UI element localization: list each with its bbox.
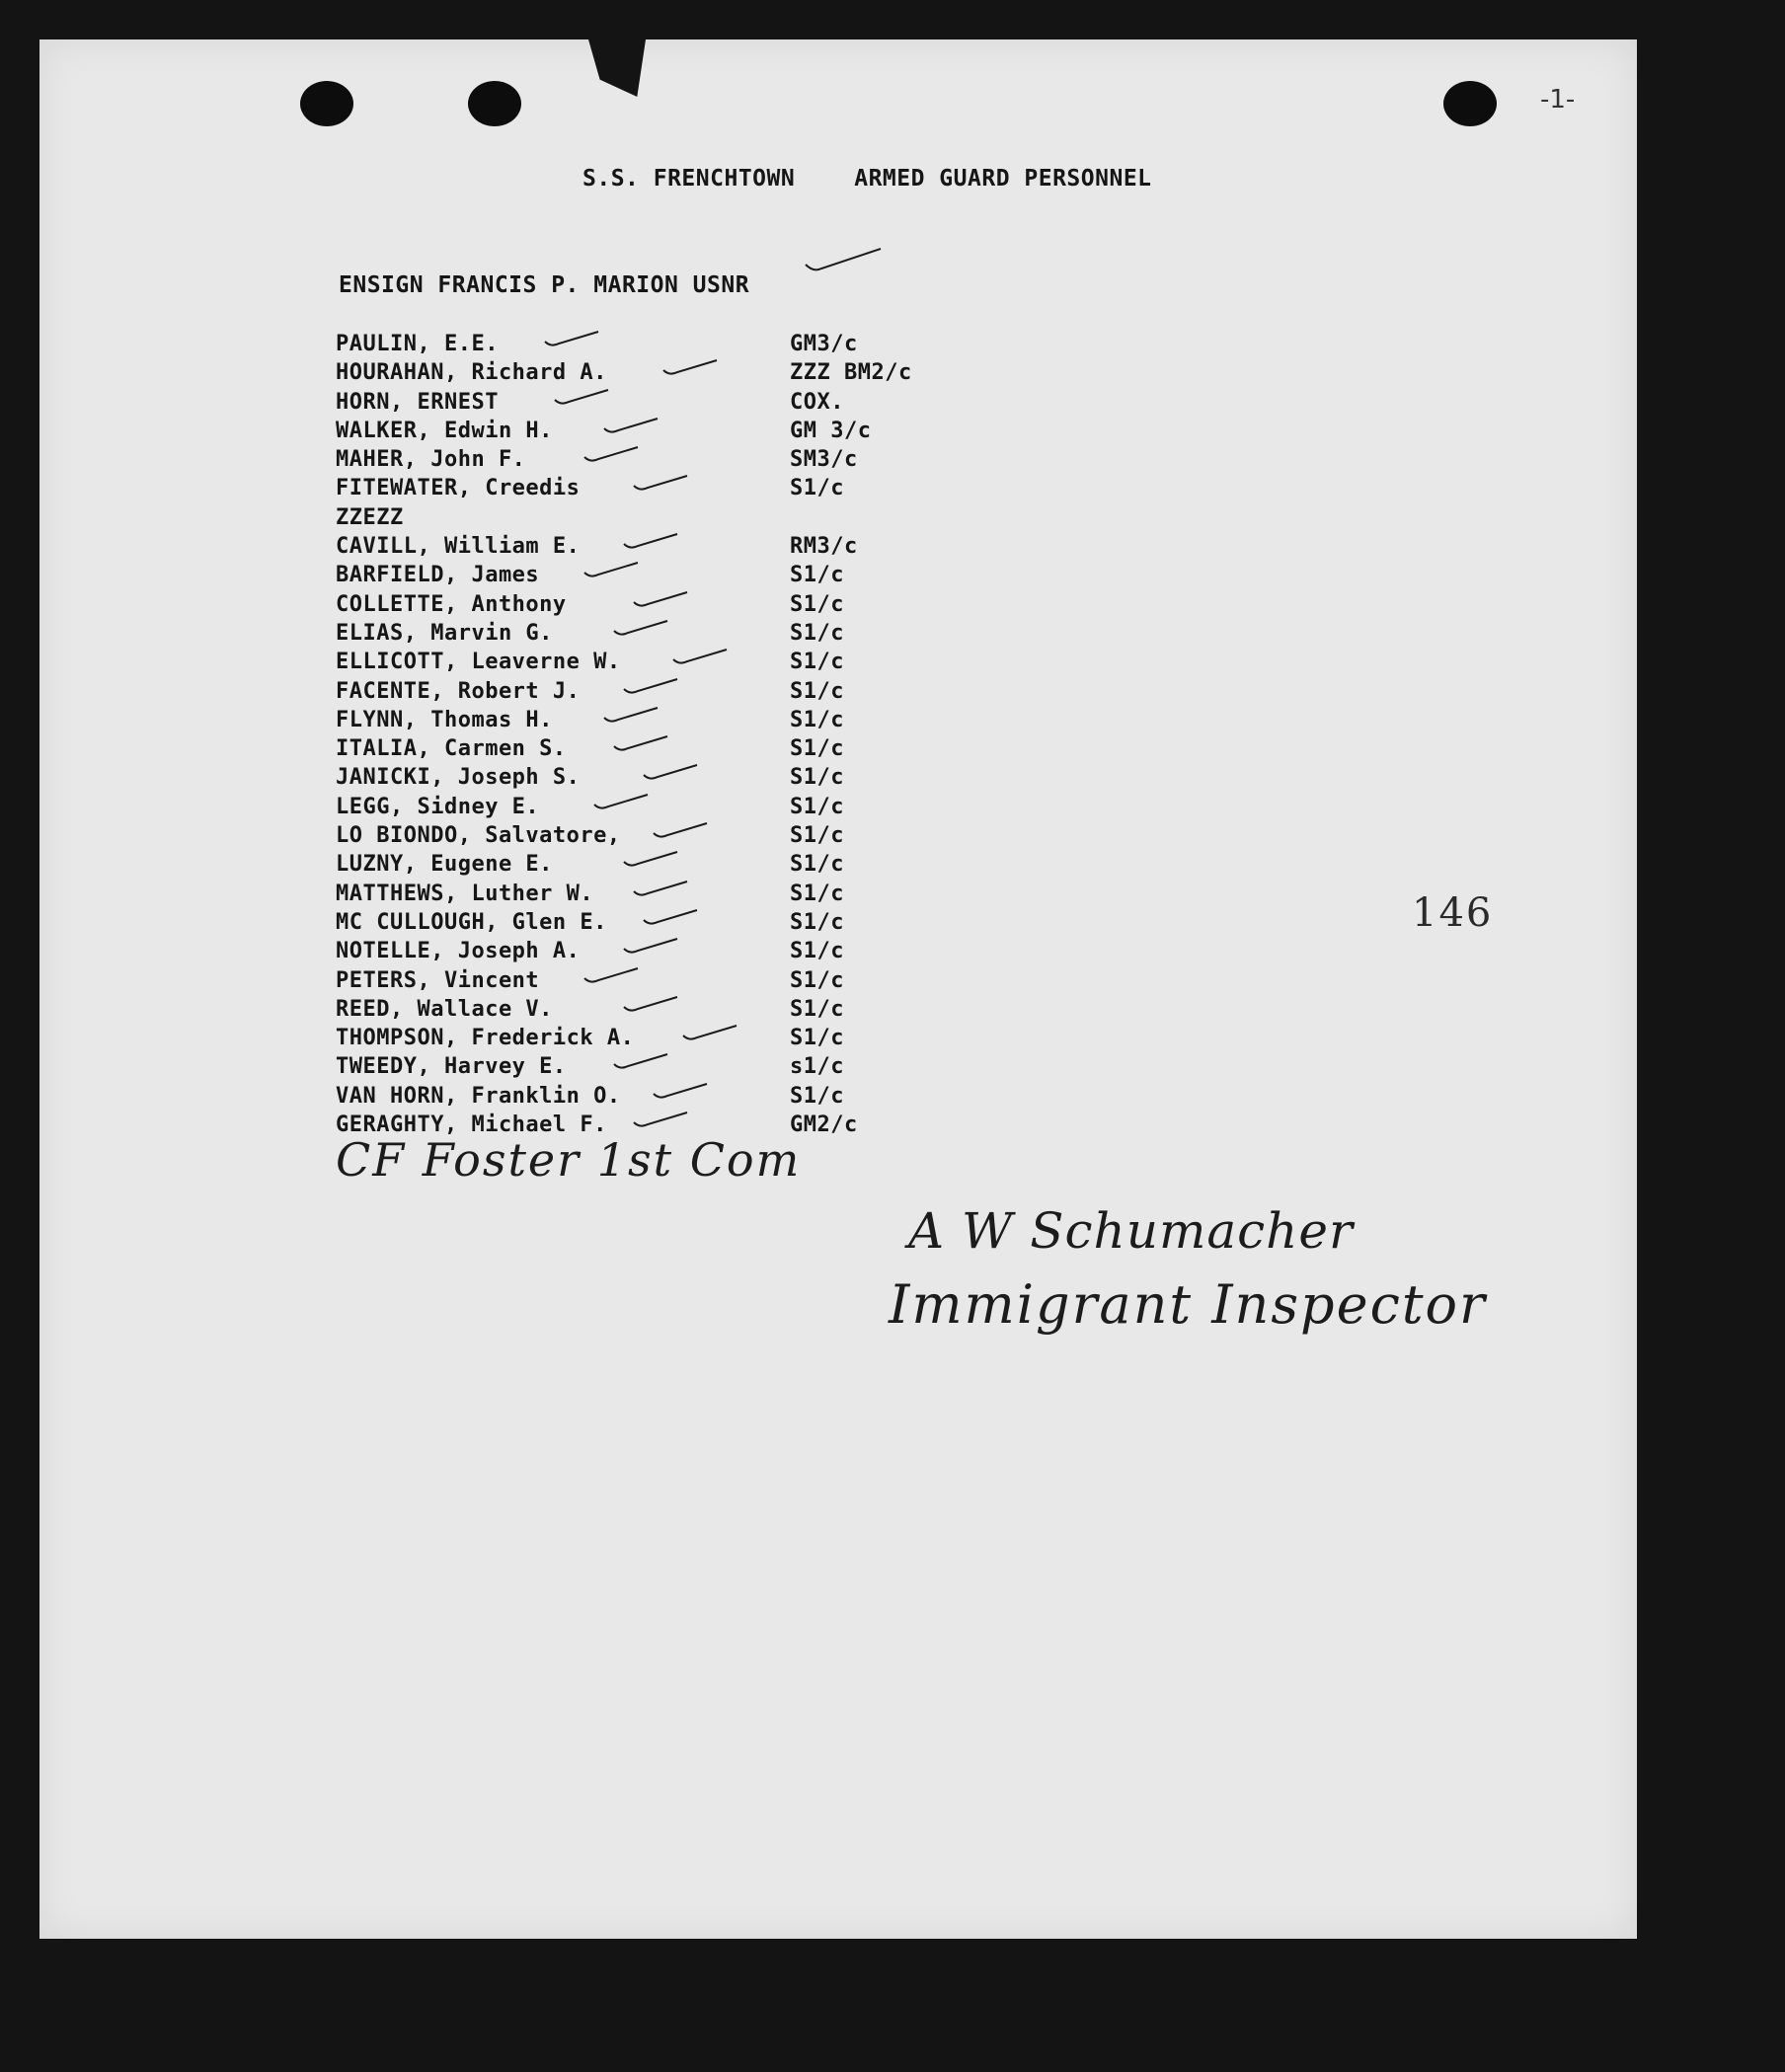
checkmark-icon — [622, 937, 681, 957]
checkmark-icon — [632, 880, 691, 899]
checkmark-icon — [622, 677, 681, 697]
checkmark-icon — [582, 561, 642, 580]
crew-name: FLYNN, Thomas H. — [336, 707, 553, 732]
crew-rate: S1/c — [790, 620, 844, 646]
table-row — [336, 474, 987, 502]
crew-name: CAVILL, William E. — [336, 534, 581, 560]
crew-rate: S1/c — [790, 765, 844, 791]
crew-name: ELLICOTT, Leaverne W. — [336, 650, 621, 675]
crew-rate: S1/c — [790, 967, 844, 993]
crew-rate: S1/c — [790, 707, 844, 732]
table-row — [336, 648, 987, 676]
checkmark-icon — [632, 474, 691, 494]
crew-rate: S1/c — [790, 1083, 844, 1109]
crew-name: MATTHEWS, Luther W. — [336, 881, 594, 906]
crew-rate: S1/c — [790, 823, 844, 849]
crew-name: GERAGHTY, Michael F. — [336, 1113, 607, 1138]
crew-rate: ZZZ BM2/c — [790, 360, 912, 386]
crew-name: PETERS, Vincent — [336, 967, 540, 993]
crew-rate: RM3/c — [790, 534, 858, 560]
table-row — [336, 821, 987, 850]
handwritten-entry: CF Foster 1st Com — [336, 1133, 802, 1187]
crew-rate: S1/c — [790, 852, 844, 878]
crew-rate: GM2/c — [790, 1113, 858, 1138]
crew-rate: S1/c — [790, 881, 844, 906]
crew-name: FACENTE, Robert J. — [336, 678, 581, 704]
crew-name: FITEWATER, Creedis — [336, 476, 581, 501]
crew-rate: s1/c — [790, 1054, 844, 1080]
crew-rate: S1/c — [790, 996, 844, 1022]
checkmark-icon — [622, 532, 681, 552]
table-row — [336, 793, 987, 821]
punch-hole-center — [468, 81, 521, 126]
table-row — [336, 388, 987, 417]
crew-rate: S1/c — [790, 591, 844, 617]
checkmark-icon — [671, 648, 731, 667]
crew-name: COLLETTE, Anthony — [336, 591, 567, 617]
table-row — [336, 908, 987, 937]
checkmark-icon — [652, 821, 711, 841]
table-row — [336, 532, 987, 561]
crew-name: LEGG, Sidney E. — [336, 794, 540, 819]
checkmark-icon — [661, 358, 721, 378]
punch-hole-right — [1443, 81, 1497, 126]
document-heading — [582, 166, 1211, 192]
crew-name: THOMPSON, Frederick A. — [336, 1026, 635, 1051]
crew-name: BARFIELD, James — [336, 563, 540, 588]
table-row — [336, 417, 987, 445]
crew-name: HORN, ERNEST — [336, 389, 499, 415]
crew-name: ITALIA, Carmen S. — [336, 736, 567, 762]
torn-corner — [588, 39, 646, 97]
table-row — [336, 995, 987, 1024]
checkmark-icon — [681, 1024, 740, 1043]
table-row — [336, 880, 987, 908]
crew-rate: S1/c — [790, 563, 844, 588]
crew-name: WALKER, Edwin H. — [336, 418, 553, 443]
checkmark-icon — [602, 706, 661, 726]
checkmark-icon — [582, 966, 642, 986]
checkmark-icon — [612, 734, 671, 754]
crew-name: ZZEZZ — [336, 504, 404, 530]
table-row — [336, 358, 987, 387]
ship-name: S.S. FRENCHTOWN — [582, 166, 796, 192]
table-row — [336, 1052, 987, 1081]
checkmark-icon — [632, 590, 691, 610]
crew-name: TWEEDY, Harvey E. — [336, 1054, 567, 1080]
table-row — [336, 590, 987, 619]
crew-rate: S1/c — [790, 794, 844, 819]
checkmark-icon — [582, 445, 642, 465]
table-row — [336, 561, 987, 589]
table-row — [336, 677, 987, 706]
officer-line: ENSIGN FRANCIS P. MARION USNR — [339, 272, 750, 298]
crew-rate: S1/c — [790, 909, 844, 935]
crew-rate: GM 3/c — [790, 418, 872, 443]
crew-name: MC CULLOUGH, Glen E. — [336, 909, 607, 935]
checkmark-icon — [553, 388, 612, 408]
crew-name: JANICKI, Joseph S. — [336, 765, 581, 791]
table-row — [336, 503, 987, 532]
crew-rate: COX. — [790, 389, 844, 415]
crew-name: LO BIONDO, Salvatore, — [336, 823, 621, 849]
crew-rate: S1/c — [790, 736, 844, 762]
crew-name: VAN HORN, Franklin O. — [336, 1083, 621, 1109]
inspector-signature: A W Schumacher — [908, 1202, 1354, 1260]
checkmark-icon — [612, 619, 671, 639]
crew-rate: S1/c — [790, 476, 844, 501]
table-row — [336, 706, 987, 734]
crew-rate: S1/c — [790, 1026, 844, 1051]
corner-page-mark: -1- — [1540, 85, 1576, 115]
table-row — [336, 850, 987, 879]
checkmark-icon — [642, 763, 701, 783]
crew-name: NOTELLE, Joseph A. — [336, 939, 581, 964]
table-row — [336, 734, 987, 763]
checkmark-icon — [592, 793, 652, 812]
crew-name: PAULIN, E.E. — [336, 332, 499, 356]
crew-name: ELIAS, Marvin G. — [336, 620, 553, 646]
table-row — [336, 763, 987, 792]
crew-rate: SM3/c — [790, 447, 858, 473]
personnel-roster — [336, 330, 987, 1139]
inspector-title: Immigrant Inspector — [889, 1273, 1487, 1336]
heading-title: ARMED GUARD PERSONNEL — [854, 166, 1152, 192]
document-page — [39, 39, 1637, 1939]
table-row — [336, 966, 987, 995]
table-row — [336, 937, 987, 965]
checkmark-icon — [804, 245, 883, 280]
crew-name: HOURAHAN, Richard A. — [336, 360, 607, 386]
checkmark-icon — [622, 995, 681, 1015]
crew-rate: GM3/c — [790, 332, 858, 356]
crew-name: LUZNY, Eugene E. — [336, 852, 553, 878]
table-row — [336, 1024, 987, 1052]
crew-name: REED, Wallace V. — [336, 996, 553, 1022]
checkmark-icon — [652, 1082, 711, 1102]
checkmark-icon — [543, 330, 602, 349]
checkmark-icon — [622, 850, 681, 870]
crew-rate: S1/c — [790, 650, 844, 675]
checkmark-icon — [612, 1052, 671, 1072]
crew-name: MAHER, John F. — [336, 447, 526, 473]
checkmark-icon — [642, 908, 701, 928]
table-row — [336, 330, 987, 358]
table-row — [336, 445, 987, 474]
crew-rate: S1/c — [790, 939, 844, 964]
page-number: 146 — [1412, 890, 1494, 936]
punch-hole-left — [300, 81, 353, 126]
checkmark-icon — [632, 1111, 691, 1130]
checkmark-icon — [602, 417, 661, 436]
table-row — [336, 619, 987, 648]
table-row — [336, 1082, 987, 1111]
crew-rate: S1/c — [790, 678, 844, 704]
